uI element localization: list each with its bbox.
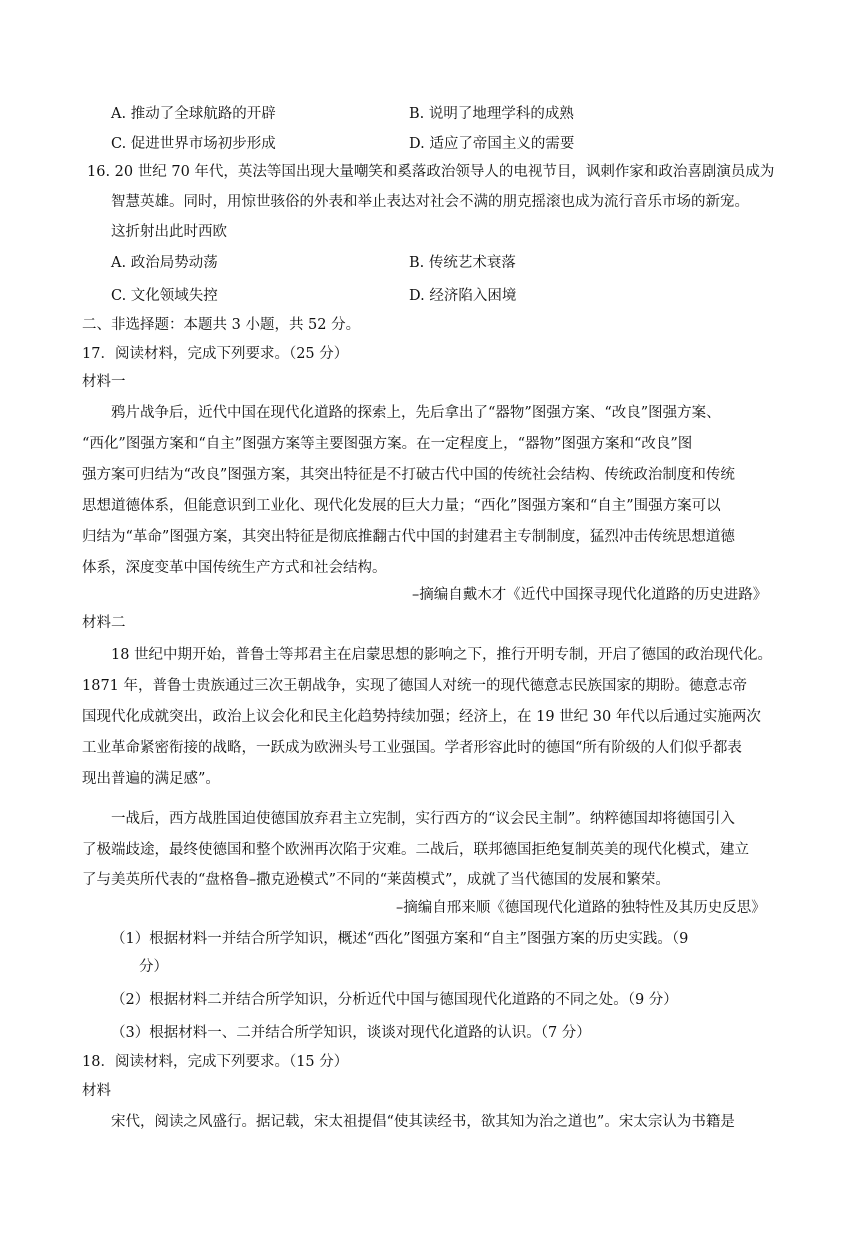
q17-m1-line-3: 强方案可归结为“改良”图强方案，其突出特征是不打破古代中国的传统社会结构、传统政治制度和传统 (82, 467, 735, 483)
q16-stem-line-1: 16. 20 世纪 70 年代，英法等国出现大量嘲笑和奚落政治领导人的电视节目，讽刺作家和政治喜剧演员成为 (87, 164, 775, 180)
q17-m2-p2-line-2: 了极端歧途，最终使德国和整个欧洲再次陷于灾难。二战后，联邦德国拒绝复制英美的现代化模式，建立 (82, 842, 749, 858)
q17-subquestion-1: （1）根据材料一并结合所学知识，概述“西化”图强方案和“自主”图强方案的历史实践。（9 (111, 931, 689, 947)
section-heading: 二、非选择题：本题共 3 小题，共 52 分。 (82, 317, 361, 333)
q16-option-d: D. 经济陷入困境 (409, 288, 517, 304)
q17-m2-p1-line-1: 18 世纪中期开始，普鲁士等邦君主在启蒙思想的影响之下，推行开明专制，开启了德国的政治现代化。 (111, 647, 773, 663)
q16-option-b: B. 传统艺术衰落 (409, 255, 516, 271)
q17-m1-line-4: 思想道德体系，但能意识到工业化、现代化发展的巨大力量；“西化”图强方案和“自主”围强方案可以 (82, 498, 721, 514)
q17-title: 17．阅读材料，完成下列要求。（25 分） (82, 346, 349, 362)
q15-option-a: A. 推动了全球航路的开辟 (111, 106, 276, 122)
q15-option-b: B. 说明了地理学科的成熟 (409, 106, 574, 122)
q17-m1-line-2: “西化”图强方案和“自主”图强方案等主要图强方案。在一定程度上，“器物”图强方案和“改良”图 (82, 436, 693, 452)
q18-material-label: 材料 (82, 1083, 111, 1099)
q16-stem-line-2: 智慧英雄。同时，用惊世骇俗的外表和举止表达对社会不满的朋克摇滚也成为流行音乐市场的新宠。 (111, 194, 749, 210)
q17-m2-p1-line-2: 1871 年，普鲁士贵族通过三次王朝战争，实现了德国人对统一的现代德意志民族国家的期盼。德意志帝 (82, 678, 748, 694)
q16-option-c: C. 文化领域失控 (111, 288, 218, 304)
q16-option-a: A. 政治局势动荡 (111, 255, 218, 271)
q17-m2-p2-line-3: 了与美英所代表的“盘格鲁–撒克逊模式”不同的“莱茵模式”，成就了当代德国的发展和繁荣。 (82, 872, 670, 888)
q18-title: 18．阅读材料，完成下列要求。（15 分） (82, 1054, 349, 1070)
q17-m2-source: –摘编自邢来顺《德国现代化道路的独特性及其历史反思》 (396, 900, 766, 916)
q17-m1-source: –摘编自戴木才《近代中国探寻现代化道路的历史进路》 (412, 587, 768, 603)
q17-subquestion-2: （2）根据材料二并结合所学知识，分析近代中国与德国现代化道路的不同之处。（9 分） (111, 992, 678, 1008)
q17-m1-line-1: 鸦片战争后，近代中国在现代化道路的探索上，先后拿出了“器物”图强方案、“改良”图强方案、 (111, 405, 721, 421)
q18-material-line-1: 宋代，阅读之风盛行。据记载，宋太祖提倡“使其读经书，欲其知为治之道也”。宋太宗认为书籍是 (111, 1114, 735, 1130)
q17-m2-p1-line-5: 现出普遍的满足感”。 (82, 771, 220, 787)
q17-m2-p1-line-3: 国现代化成就突出，政治上议会化和民主化趋势持续加强；经济上，在 19 世纪 30 年代以后通过实施两次 (82, 709, 761, 725)
q17-m2-p2-line-1: 一战后，西方战胜国迫使德国放弃君主立宪制，实行西方的“议会民主制”。纳粹德国却将德国引入 (111, 811, 735, 827)
q17-subquestion-3: （3）根据材料一、二并结合所学知识，谈谈对现代化道路的认识。（7 分） (111, 1025, 591, 1041)
q17-material-2-label: 材料二 (82, 615, 126, 631)
q17-m1-line-6: 体系，深度变革中国传统生产方式和社会结构。 (82, 560, 387, 576)
q16-stem-line-3: 这折射出此时西欧 (111, 224, 227, 240)
q15-option-d: D. 适应了帝国主义的需要 (409, 136, 575, 152)
q17-subquestion-1-cont: 分） (139, 959, 168, 975)
q15-option-c: C. 促进世界市场初步形成 (111, 136, 276, 152)
q17-m2-p1-line-4: 工业革命紧密衔接的战略，一跃成为欧洲头号工业强国。学者形容此时的德国“所有阶级的人们似乎都表 (82, 740, 742, 756)
q17-material-1-label: 材料一 (82, 374, 126, 390)
q17-m1-line-5: 归结为“革命”图强方案，其突出特征是彻底推翻古代中国的封建君主专制制度，猛烈冲击传统思想道德 (82, 529, 735, 545)
